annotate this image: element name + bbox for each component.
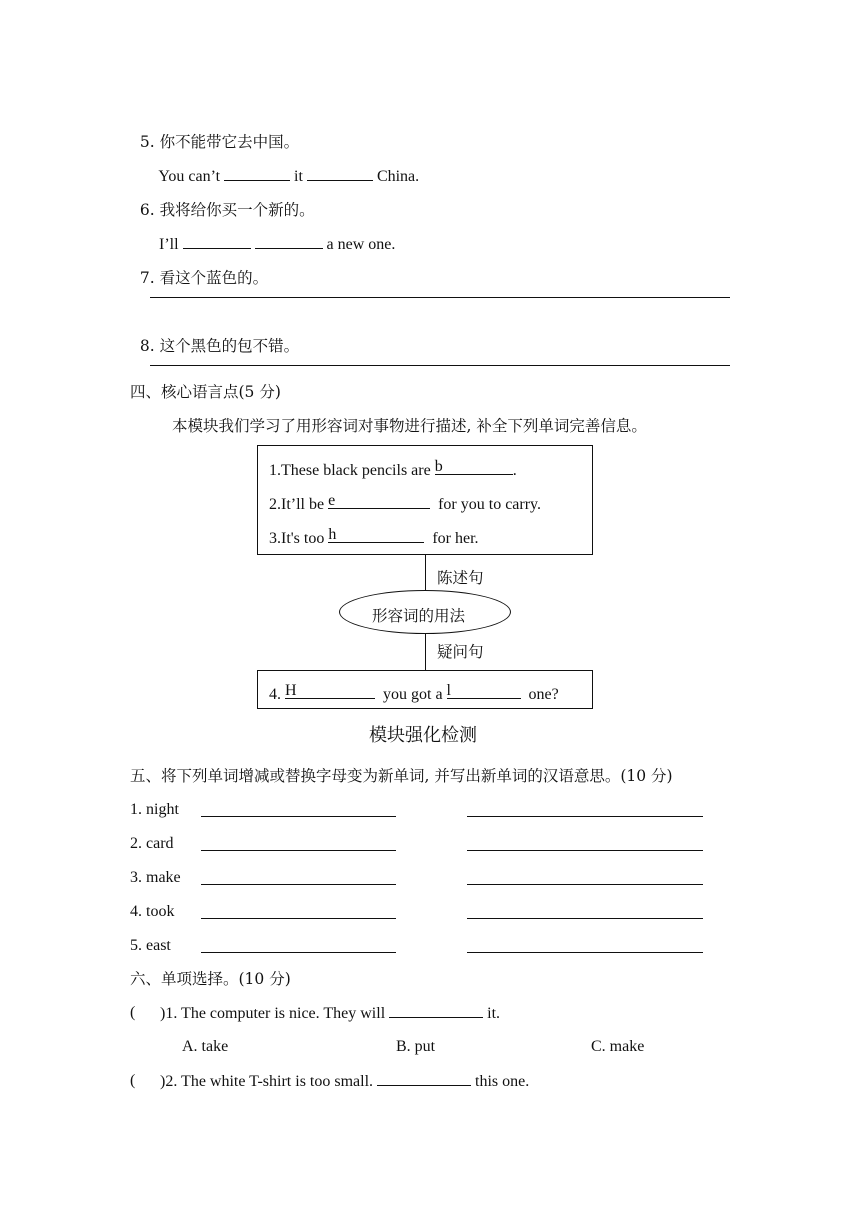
meaning-blank[interactable] bbox=[467, 850, 703, 851]
section-6-title: 六、单项选择。(10 分) bbox=[130, 970, 291, 988]
chinese-sentence: 看这个蓝色的。 bbox=[159, 269, 269, 287]
answer-blank[interactable] bbox=[224, 166, 290, 181]
meaning-blank[interactable] bbox=[467, 952, 703, 953]
answer-blank[interactable] bbox=[255, 234, 323, 249]
option-b[interactable]: B. put bbox=[396, 1038, 436, 1055]
statement-line-3: 3.It's too h for her. bbox=[269, 526, 479, 547]
question-2-paren[interactable]: ( bbox=[130, 1072, 136, 1089]
answer-line[interactable] bbox=[150, 365, 730, 366]
item-number: 5. bbox=[139, 133, 155, 151]
item-number: 7. bbox=[139, 269, 155, 287]
sentence-part: I’ll bbox=[159, 236, 179, 253]
question-1: )1. The computer is nice. They will it. bbox=[160, 1005, 501, 1022]
new-word-blank[interactable] bbox=[201, 918, 396, 919]
section-4-title: 四、核心语言点(5 分) bbox=[130, 383, 281, 401]
sentence-part: a new one. bbox=[326, 236, 396, 253]
section-5-title: 五、将下列单词增减或替换字母变为新单词, 并写出新单词的汉语意思。(10 分) bbox=[130, 767, 673, 785]
word-5: 5. east bbox=[130, 937, 171, 954]
statement-label: 陈述句 bbox=[437, 569, 484, 587]
adjective-statement-box bbox=[257, 445, 593, 555]
module-title: 模块强化检测 bbox=[369, 725, 477, 746]
answer-blank[interactable] bbox=[183, 234, 251, 249]
word-2: 2. card bbox=[130, 835, 174, 852]
meaning-blank[interactable] bbox=[467, 918, 703, 919]
connector-line bbox=[425, 634, 426, 670]
connector-line bbox=[425, 555, 426, 591]
answer-blank[interactable] bbox=[307, 166, 373, 181]
item-8-chinese bbox=[130, 316, 299, 356]
answer-line[interactable] bbox=[150, 297, 730, 298]
question-2: )2. The white T-shirt is too small. this one. bbox=[160, 1073, 530, 1090]
adjective-question-box bbox=[257, 670, 593, 709]
answer-blank[interactable]: e bbox=[328, 494, 430, 509]
answer-blank[interactable]: h bbox=[328, 528, 424, 543]
answer-blank[interactable]: l bbox=[447, 684, 521, 699]
option-a[interactable]: A. take bbox=[182, 1038, 229, 1055]
new-word-blank[interactable] bbox=[201, 850, 396, 851]
section-4-intro: 本模块我们学习了用形容词对事物进行描述, 补全下列单词完善信息。 bbox=[172, 417, 647, 435]
chinese-sentence: 这个黑色的包不错。 bbox=[159, 337, 300, 355]
item-number: 6. bbox=[139, 201, 155, 219]
new-word-blank[interactable] bbox=[201, 952, 396, 953]
option-c[interactable]: C. make bbox=[591, 1038, 645, 1055]
item-7-chinese bbox=[130, 248, 268, 288]
question-line: 4. H you got a l one? bbox=[269, 682, 559, 703]
sentence-part: it bbox=[294, 168, 303, 185]
new-word-blank[interactable] bbox=[201, 816, 396, 817]
item-number: 8. bbox=[139, 337, 155, 355]
statement-line-1: 1.These black pencils are b . bbox=[269, 458, 517, 479]
word-4: 4. took bbox=[130, 903, 175, 920]
answer-blank[interactable] bbox=[377, 1071, 471, 1086]
statement-line-2: 2.It’ll be e for you to carry. bbox=[269, 492, 542, 513]
chinese-sentence: 我将给你买一个新的。 bbox=[159, 201, 315, 219]
answer-blank[interactable]: H bbox=[285, 684, 375, 699]
answer-blank[interactable] bbox=[389, 1003, 483, 1018]
question-1-paren[interactable]: ( bbox=[130, 1004, 136, 1021]
meaning-blank[interactable] bbox=[467, 884, 703, 885]
center-label: 形容词的用法 bbox=[372, 607, 466, 625]
sentence-part: China. bbox=[376, 168, 420, 185]
new-word-blank[interactable] bbox=[201, 884, 396, 885]
meaning-blank[interactable] bbox=[467, 816, 703, 817]
question-label: 疑问句 bbox=[437, 643, 484, 661]
word-1: 1. night bbox=[130, 801, 179, 818]
word-3: 3. make bbox=[130, 869, 181, 886]
chinese-sentence: 你不能带它去中国。 bbox=[159, 133, 300, 151]
answer-blank[interactable]: b bbox=[435, 460, 513, 475]
sentence-part: You can’t bbox=[158, 168, 221, 185]
